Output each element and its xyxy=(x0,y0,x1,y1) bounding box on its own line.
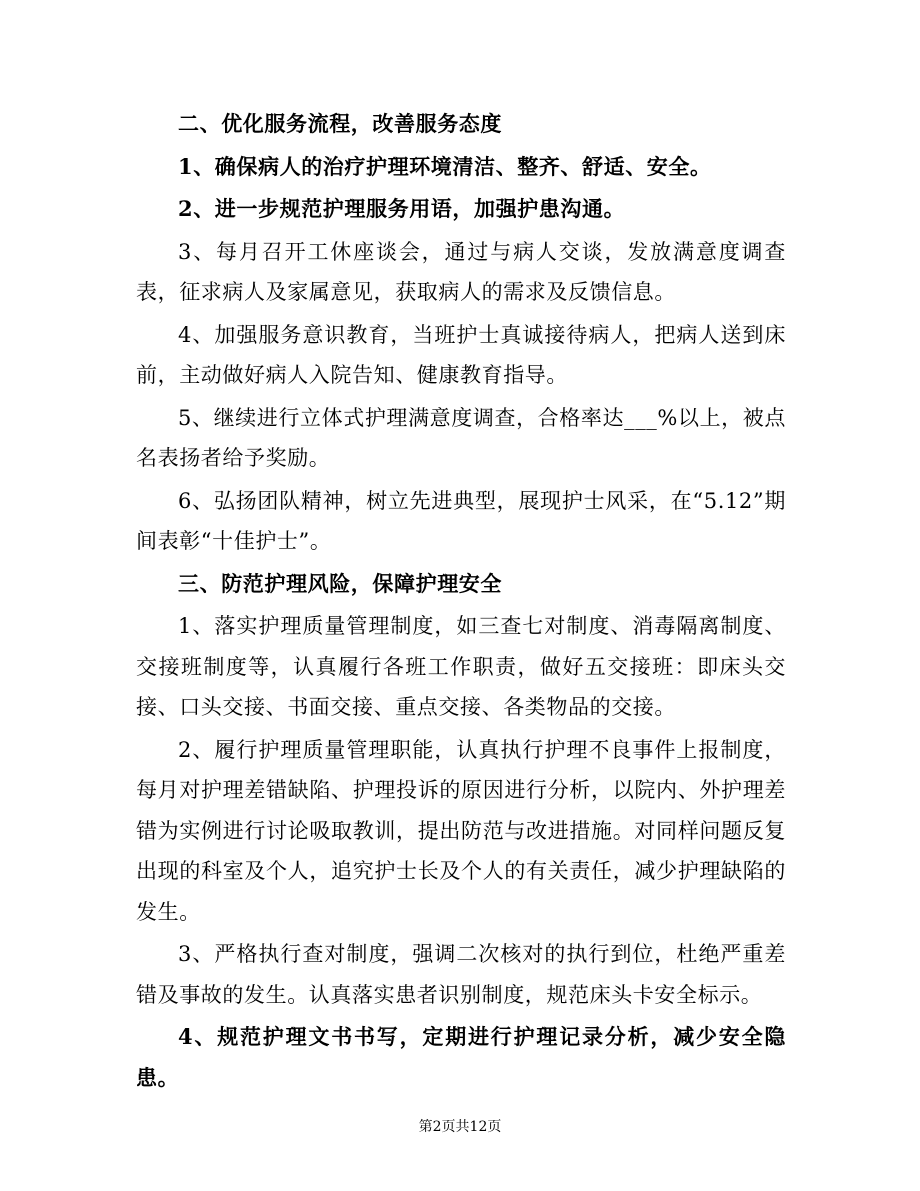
page-number-footer: 第2页共12页 xyxy=(418,1119,502,1135)
paragraph-item: 4、规范护理文书书写，定期进行护理记录分析，减少安全隐患。 xyxy=(136,1024,786,1090)
paragraph-item: 3、每月召开工休座谈会，通过与病人交谈，发放满意度调查表，征求病人及家属意见，获取病人的需求及反馈信息。 xyxy=(136,239,786,304)
document-body xyxy=(136,104,786,1100)
paragraph-item: 6、弘扬团队精神，树立先进典型，展现护士风采，在“5.12”期间表彰“十佳护士”。 xyxy=(136,488,786,553)
paragraph-item: 3、严格执行查对制度，强调二次核对的执行到位，杜绝严重差错及事故的发生。认真落实患者识别制度，规范床头卡安全标示。 xyxy=(136,942,786,1007)
paragraph-item: 1、落实护理质量管理制度，如三查七对制度、消毒隔离制度、交接班制度等，认真履行各班工作职责，做好五交接班：即床头交接、口头交接、书面交接、重点交接、各类物品的交接。 xyxy=(136,614,786,719)
paragraph-item: 4、加强服务意识教育，当班护士真诚接待病人，把病人送到床前，主动做好病人入院告知、健康教育指导。 xyxy=(136,322,786,387)
paragraph-item: 5、继续进行立体式护理满意度调查，合格率达___%以上，被点名表扬者给予奖励。 xyxy=(136,405,786,470)
paragraph-item: 2、履行护理质量管理职能，认真执行护理不良事件上报制度，每月对护理差错缺陷、护理投诉的原因进行分析，以院内、外护理差错为实例进行讨论吸取教训，提出防范与改进措施。对同样问题反复出现的科室及个人，追究护士长及个人的有关责任，减少护理缺陷的发生。 xyxy=(136,737,786,924)
paragraph-item: 1、确保病人的治疗护理环境清洁、整齐、舒适、安全。 xyxy=(178,153,712,179)
paragraph-item: 2、进一步规范护理服务用语，加强护患沟通。 xyxy=(178,196,626,221)
section-heading-2: 二、优化服务流程，改善服务态度 xyxy=(178,111,502,136)
section-heading-3: 三、防范护理风险，保障护理安全 xyxy=(178,570,502,596)
